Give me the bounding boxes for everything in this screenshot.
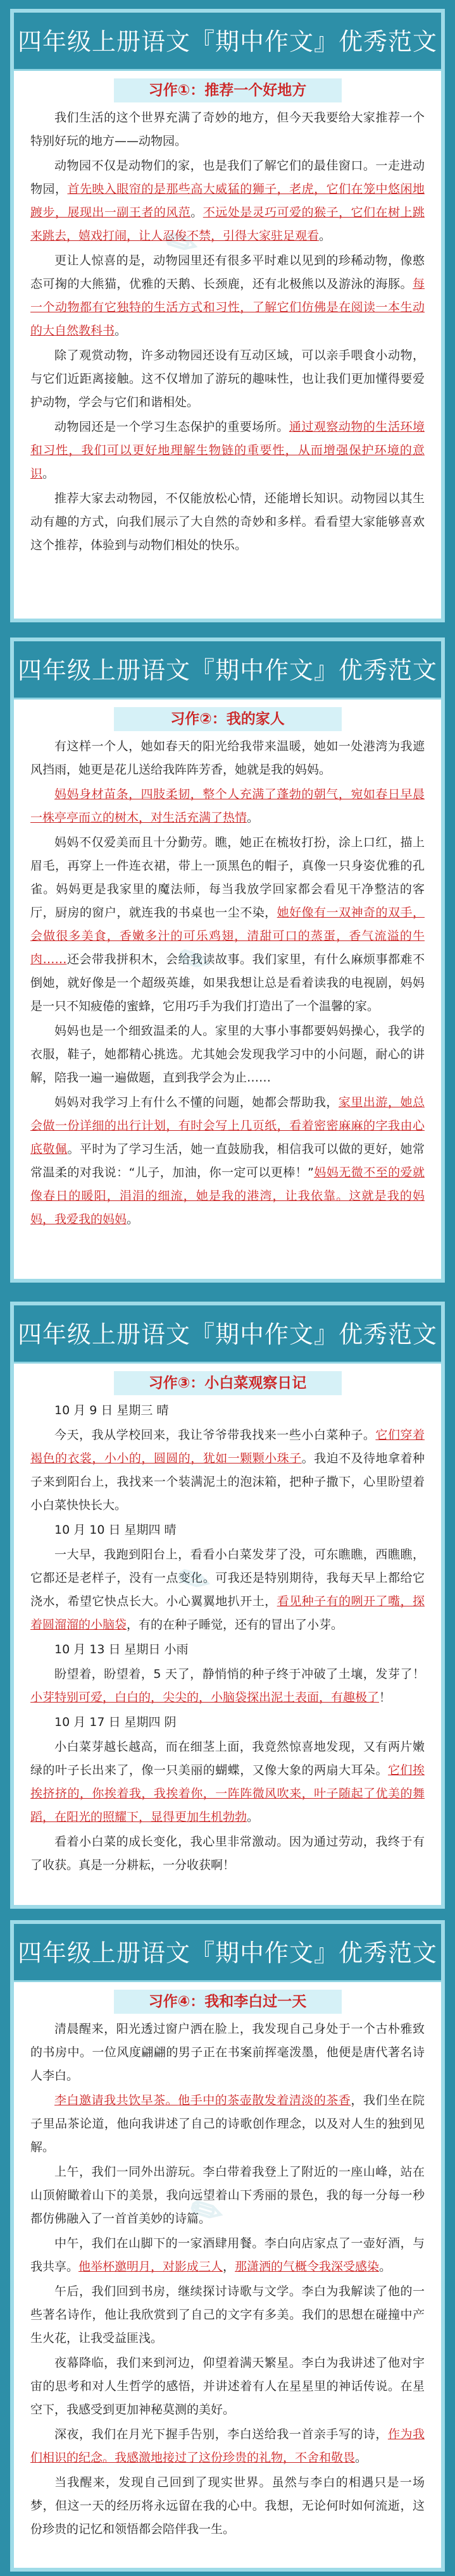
paragraph-text: 。 bbox=[115, 324, 127, 338]
paragraph-text: 中午，我们在山脚下的一家酒肆用餐。李白向店家点了一壶好酒，与我共享。 bbox=[30, 2236, 425, 2274]
article-paragraph bbox=[30, 249, 425, 343]
card-header: 四年级上册语文『期中作文』优秀范文 bbox=[14, 641, 441, 699]
paragraph-text: 除了观赏动物，许多动物园还设有互动区域，可以亲手喂食小动物，与它们近距离接触。这不仅增加了游玩的趣味性，也让我们更加懂得要爱护动物，学会与它们和谐相处。 bbox=[30, 348, 425, 409]
article-card-2 bbox=[10, 638, 445, 1283]
article-paragraph bbox=[30, 1399, 425, 1422]
article-paragraph bbox=[30, 1543, 425, 1637]
paragraph-text: 。 bbox=[127, 1212, 139, 1226]
highlighted-sentence: 每一个动物都有它独特的生活方式和习性，了解它们仿佛是在阅读一本生动的大自然教科书 bbox=[30, 277, 425, 338]
watermark-icon: ✎ bbox=[170, 934, 219, 988]
paragraph-text: 清晨醒来，阳光透过窗户洒在脸上，我发现自己身处于一个古朴雅致的书房中。一位风度翩翩的男子正在书案前挥毫泼墨，他便是唐代著名诗人李白。 bbox=[30, 2022, 425, 2083]
paragraph-text: ，我们坐在院子里品茶论道，他向我讲述了自己的诗歌创作理念，以及对人生的独到见解。 bbox=[30, 2093, 425, 2154]
paragraph-text: 一大早，我跑到阳台上，看看小白菜发芽了没，可东瞧瞧，西瞧瞧，它都还是老样子，没有一点变化。可我还是特别期待，我每天早上都给它浇水，希望它快点长大。小心翼翼地扒开土， bbox=[30, 1548, 425, 1608]
article-paragraph bbox=[30, 2351, 425, 2422]
paragraph-text: 小白菜芽越长越高，而在细茎上面，我竟然惊喜地发现，又有两片嫩绿的叶子长出来了，像一只美丽的蝴蝶，又像大象的两扇大耳朵。 bbox=[30, 1740, 425, 1777]
article-paragraph bbox=[30, 1735, 425, 1829]
article-paragraph bbox=[30, 2471, 425, 2541]
article-card-4 bbox=[10, 1920, 445, 2572]
paragraph-text: 10 月 9 日 星期三 晴 bbox=[54, 1403, 169, 1417]
paragraph-text: ，有的在种子睡觉，还有的冒出了小芽。 bbox=[127, 1618, 344, 1632]
article-paragraph bbox=[30, 1091, 425, 1231]
highlighted-sentence: 他举杯邀明月，对影成三人 bbox=[78, 2260, 223, 2274]
paragraph-text: 动物园不仅是动物们的家，也是我们了解它们的最佳窗口。一走进动物园， bbox=[30, 159, 425, 196]
paragraph-text: ！ bbox=[379, 1691, 392, 1704]
article-paragraph bbox=[30, 2280, 425, 2350]
paragraph-text: 看着小白菜的成长变化，我心里非常激动。因为通过劳动，我终于有了收获。真是一分耕耘，一分收获啊！ bbox=[30, 1835, 425, 1872]
highlighted-sentence: 它们穿着褐色的衣裳，小小的，圆圆的，犹如一颗颗小珠子 bbox=[30, 1428, 425, 1465]
article-paragraph bbox=[30, 2160, 425, 2231]
article-paragraph bbox=[30, 2423, 425, 2470]
article-paragraph bbox=[30, 2089, 425, 2159]
paragraph-text: 推荐大家去动物园，不仅能放松心情，还能增长知识。动物园以其生动有趣的方式，向我们展示了大自然的奇妙和多样。看看望大家能够喜欢这个推荐，体验到与动物们相处的快乐。 bbox=[30, 491, 425, 552]
paragraph-text: 。 bbox=[190, 206, 203, 219]
article-paragraph bbox=[30, 2018, 425, 2088]
highlighted-sentence: 看见种子有的咧开了嘴，探着圆溜溜的小脑袋 bbox=[30, 1594, 425, 1632]
article-subtitle: 习作①：推荐一个好地方 bbox=[114, 78, 342, 102]
highlighted-sentence: 李白邀请我共饮早茶。 bbox=[54, 2093, 178, 2107]
highlighted-sentence: 不远处是灵巧可爱的猴子，它们在树上跳来跳去，嬉戏打闹，让人忍俊不禁，引得大家驻足观看 bbox=[30, 206, 425, 243]
paragraph-text: 。 bbox=[355, 2451, 368, 2465]
paragraph-text: 当我醒来，发现自己回到了现实世界。虽然与李白的相遇只是一场梦，但这一天的经历将永远留在我的心中。我想，无论何时如何流逝，这份珍贵的记忆和领悟都会陪伴我一生。 bbox=[30, 2475, 425, 2536]
paragraph-text: 10 月 10 日 星期四 晴 bbox=[54, 1523, 177, 1537]
paragraph-text: 。 bbox=[379, 2260, 392, 2274]
article-subtitle: 习作④：我和李白过一天 bbox=[114, 1990, 342, 2014]
highlighted-sentence: 家里出游，她总会做一份详细的出行计划，有时会写上几页纸，看着密密麻麻的字我由心底敬佩 bbox=[30, 1095, 425, 1156]
highlighted-sentence: 作为我们相识的纪念。我感激地接过了这份珍贵的礼物，不舍和敬畏 bbox=[30, 2427, 425, 2465]
paragraph-text: 。 bbox=[319, 229, 332, 243]
highlighted-sentence: 通过观察动物的生活环境和习性，我们可以更好地理解生物链的重要性，从而增强保护环境的意识 bbox=[30, 420, 425, 481]
card-header: 四年级上册语文『期中作文』优秀范文 bbox=[14, 1924, 441, 1982]
paragraph-text: 还会带我拼积木，会给我读故事。我们家里，有什么麻烦事都难不倒她，就好像是一个超级英雄，如果我想让总是看着读我的电视剧，妈妈是一只不知疲倦的蜜蜂，它用巧手为我们打造出了一个温馨的家。 bbox=[30, 952, 425, 1013]
paragraph-text: 。 bbox=[42, 467, 55, 481]
highlighted-sentence: 她好像有一双神奇的双手，会做很多美食，香嫩多汁的可乐鸡翅，清甜可口的蒸蛋，香气流溢的牛肉…… bbox=[30, 906, 425, 966]
article-paragraph bbox=[30, 783, 425, 830]
highlighted-sentence: 它们挨挨挤挤的，你挨着我，我挨着你，一阵阵微风吹来，叶子随起了优美的舞蹈，在阳光的照耀下，显得更加生机勃勃 bbox=[30, 1763, 425, 1824]
paragraph-text: 。 bbox=[247, 811, 259, 825]
article-body bbox=[14, 1399, 441, 1877]
paragraph-text: 午后，我们回到书房，继续探讨诗歌与文学。李白为我解读了他的一些著名诗作，他让我欣赏到了自己的文字有多美。我们的思想在碰撞中产生火花，让我受益匪浅。 bbox=[30, 2284, 425, 2345]
paragraph-text: ， bbox=[223, 2260, 235, 2274]
article-body bbox=[14, 735, 441, 1231]
watermark-icon: ✎ bbox=[182, 2185, 232, 2239]
paragraph-text: 妈妈也是一个细致温柔的人。家里的大事小事都要妈妈操心，我学的衣服，鞋子，她都精心挑选。尤其她会发现我学习中的小问题，耐心的讲解，陪我一遍一遍做题，直到我学会为止…… bbox=[30, 1024, 425, 1085]
article-paragraph bbox=[30, 154, 425, 248]
highlighted-sentence: 他手中的茶壶散发着清淡的茶香 bbox=[178, 2093, 351, 2107]
paragraph-text: 今天，我从学校回来，我让爷爷带我找来一些小白菜种子。 bbox=[54, 1428, 376, 1442]
paragraph-text: 更让人惊喜的是，动物园里还有很多平时难以见到的珍稀动物，像憨态可掬的大熊猫，优雅的天鹅、长颈鹿，还有北极熊以及游泳的海豚。 bbox=[30, 254, 425, 291]
article-paragraph bbox=[30, 487, 425, 557]
card-header: 四年级上册语文『期中作文』优秀范文 bbox=[14, 1305, 441, 1364]
watermark-icon: ✎ bbox=[157, 216, 206, 271]
article-paragraph bbox=[30, 1830, 425, 1877]
article-card-1 bbox=[10, 9, 445, 622]
article-paragraph bbox=[30, 1424, 425, 1517]
paragraph-text: 。 bbox=[247, 1810, 259, 1824]
highlighted-sentence: 那潇洒的气概令我深受感染 bbox=[235, 2260, 380, 2274]
paragraph-text: 盼望着，盼望着，5 天了，静悄悄的种子终于冲破了土壤，发芽了！ bbox=[54, 1667, 425, 1681]
article-paragraph bbox=[30, 735, 425, 782]
paragraph-text: 10 月 17 日 星期四 阴 bbox=[54, 1715, 177, 1729]
watermark-icon: ✎ bbox=[170, 1553, 219, 1608]
article-paragraph bbox=[30, 1519, 425, 1542]
highlighted-sentence: 首先映入眼帘的是那些高大威猛的狮子，老虎，它们在笼中悠闲地踱步，展现出一副王者的风范 bbox=[30, 182, 425, 219]
paragraph-text: 夜幕降临，我们来到河边，仰望着满天繁星。李白为我讲述了他对宇宙的思考和对人生哲学的感悟，并讲述着有人在星星里的神话传说。在星空下，我感受到更加神秘莫测的美好。 bbox=[30, 2356, 425, 2417]
article-body bbox=[14, 2018, 441, 2541]
card-header: 四年级上册语文『期中作文』优秀范文 bbox=[14, 13, 441, 71]
article-card-3 bbox=[10, 1302, 445, 1909]
paragraph-text: 。我迫不及待地拿着种子来到阳台上，我找来一个装满泥土的泡沫箱，把种子撒下，心里盼望着小白菜快快长大。 bbox=[30, 1451, 425, 1512]
article-paragraph bbox=[30, 1020, 425, 1090]
paragraph-text: 妈妈不仅爱美而且十分勤劳。瞧，她正在梳妆打扮，涂上口红，描上眉毛，再穿上一件连衣裙，带上一顶黑色的帽子，真像一只身姿优雅的孔雀。妈妈更是我家里的魔法师，每当我放学回家都会看见干净整洁的客厅，厨房的窗户，就连我的书桌也一尘不染， bbox=[30, 835, 425, 920]
article-body bbox=[14, 106, 441, 557]
article-paragraph bbox=[30, 344, 425, 414]
article-paragraph bbox=[30, 106, 425, 153]
paragraph-text: 10 月 13 日 星期日 小雨 bbox=[54, 1642, 189, 1656]
paragraph-text: 动物园还是一个学习生态保护的重要场所。 bbox=[54, 420, 289, 434]
paragraph-text: 有这样一个人，她如春天的阳光给我带来温暖，她如一处港湾为我遮风挡雨，她更是花儿送给我阵阵芳香，她就是我的妈妈。 bbox=[30, 739, 425, 777]
highlighted-sentence: 妈妈无微不至的爱就像春日的暖阳，涓涓的细流，她是我的港湾，让我依靠。这就是我的妈妈，我爱我的妈妈 bbox=[30, 1166, 425, 1226]
article-paragraph bbox=[30, 1663, 425, 1710]
article-paragraph bbox=[30, 416, 425, 486]
article-subtitle: 习作②：我的家人 bbox=[114, 707, 342, 731]
paragraph-text: 妈妈对我学习上有什么不懂的问题，她都会帮助我， bbox=[54, 1095, 339, 1109]
paragraph-text: 我们生活的这个世界充满了奇妙的地方，但今天我要给大家推荐一个特别好玩的地方——动物园。 bbox=[30, 111, 425, 148]
article-paragraph bbox=[30, 1711, 425, 1734]
highlighted-sentence: 小芽特别可爱，白白的，尖尖的，小脑袋探出泥土表面，有趣极了 bbox=[30, 1691, 380, 1704]
paragraph-text: 上午，我们一同外出游玩。李白带着我登上了附近的一座山峰，站在山顶俯瞰着山下的美景，我向远望着山下秀丽的景色，我的每一分每一秒都仿佛融入了一首首美妙的诗篇。 bbox=[30, 2165, 425, 2226]
highlighted-sentence: 妈妈身材苗条，四肢柔韧，整个人充满了蓬勃的朝气，宛如春日早晨一株亭亭而立的树木，对生活充满了热情 bbox=[30, 787, 425, 825]
article-paragraph bbox=[30, 2232, 425, 2279]
article-subtitle: 习作③：小白菜观察日记 bbox=[114, 1371, 342, 1395]
article-paragraph bbox=[30, 1638, 425, 1661]
article-paragraph bbox=[30, 831, 425, 1018]
paragraph-text: 深夜，我们在月光下握手告别，李白送给我一首亲手写的诗， bbox=[54, 2427, 388, 2441]
paragraph-text: 。平时为了学习生活，她一直鼓励我，相信我可以做的更好，她常常温柔的对我说：“儿子，加油，你一定可以更棒！” bbox=[30, 1142, 425, 1180]
